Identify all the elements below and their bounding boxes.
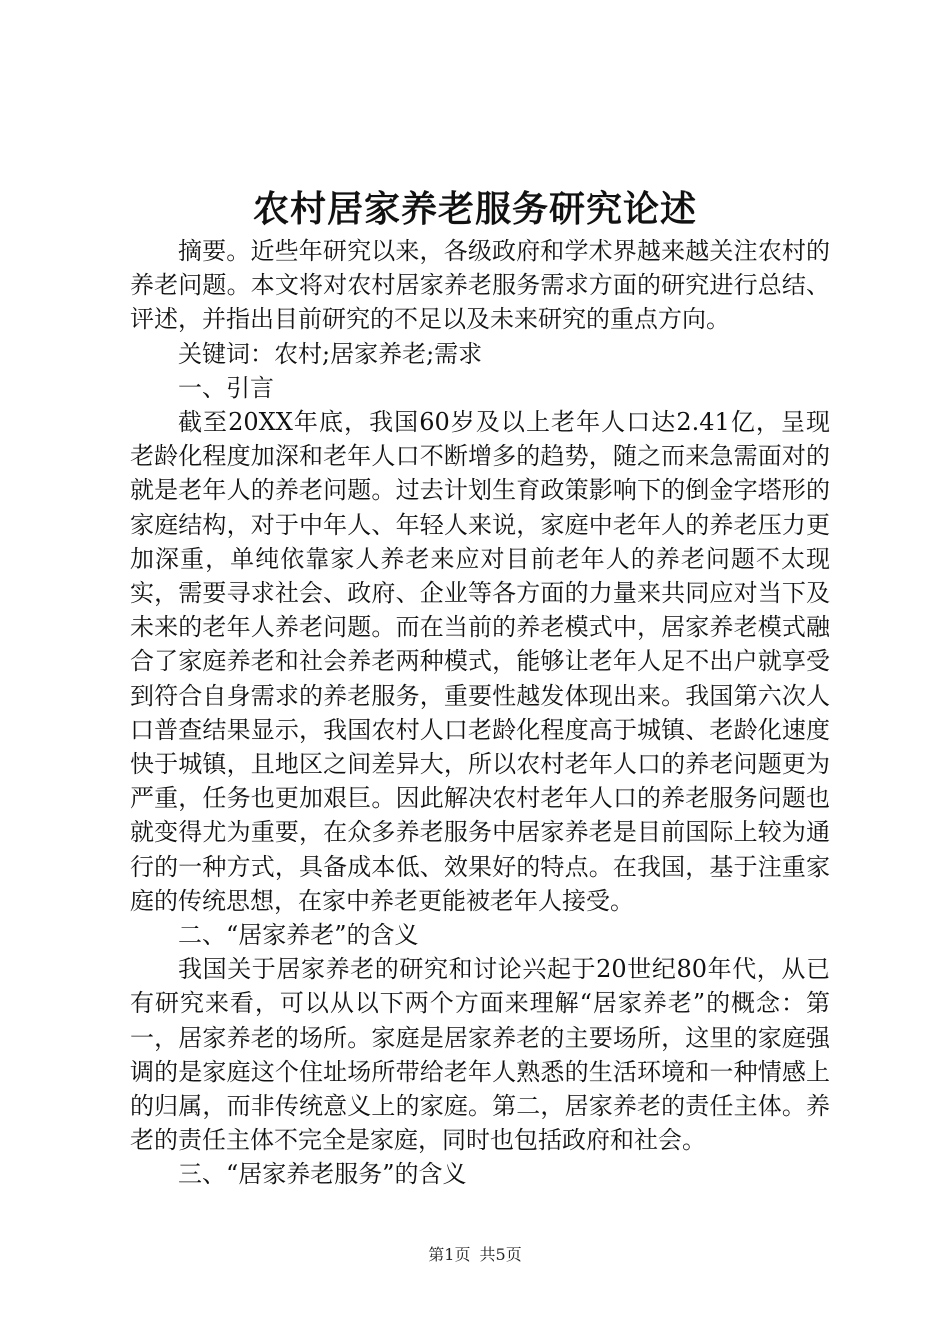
section-heading-home-care-service-meaning: 三、“居家养老服务”的含义 [178, 1160, 467, 1189]
section-heading-home-care-meaning: 二、“居家养老”的含义 [178, 921, 419, 950]
document-body [130, 234, 830, 1192]
abstract-paragraph: 摘要。近些年研究以来，各级政府和学术界越来越关注农村的养老问题。本文将对农村居家养老服务需求方面的研究进行总结、评述，并指出目前研究的不足以及未来研究的重点方向。 [130, 237, 830, 334]
introduction-paragraph: 截至20XX年底，我国60岁及以上老年人口达2.41亿，呈现老龄化程度加深和老年人口不断增多的趋势，随之而来急需面对的就是老年人的养老问题。过去计划生育政策影响下的倒金字塔形的家庭结构，对于中年人、年轻人来说，家庭中老年人的养老压力更加深重，单纯依靠家人养老来应对目前老年人的养老问题不太现实，需要寻求社会、政府、企业等各方面的力量来共同应对当下及未来的老年人养老问题。而在当前的养老模式中，居家养老模式融合了家庭养老和社会养老两种模式，能够让老年人足不出户就享受到符合自身需求的养老服务，重要性越发体现出来。我国第六次人口普查结果显示，我国农村人口老龄化程度高于城镇、老龄化速度快于城镇，且地区之间差异大，所以农村老年人口的养老问题更为严重，任务也更加艰巨。因此解决农村老年人口的养老服务问题也就变得尤为重要，在众多养老服务中居家养老是目前国际上较为通行的一种方式，具备成本低、效果好的特点。在我国，基于注重家庭的传统思想，在家中养老更能被老年人接受。 [130, 408, 830, 915]
page-total: 共5页 [479, 1245, 522, 1264]
page-footer [0, 1243, 950, 1267]
home-care-meaning-paragraph: 我国关于居家养老的研究和讨论兴起于20世纪80年代，从已有研究来看，可以从以下两个方面来理解“居家养老”的概念：第一，居家养老的场所。家庭是居家养老的主要场所，这里的家庭强调的是家庭这个住址场所带给老年人熟悉的生活环境和一种情感上的归属，而非传统意义上的家庭。第二，居家养老的责任主体。养老的责任主体不完全是家庭，同时也包括政府和社会。 [130, 955, 830, 1155]
document-title: 农村居家养老服务研究论述 [252, 188, 697, 230]
page-number: 第1页 [428, 1245, 471, 1264]
keywords-paragraph: 关键词：农村;居家养老;需求 [178, 339, 483, 368]
section-heading-introduction: 一、引言 [178, 373, 274, 402]
